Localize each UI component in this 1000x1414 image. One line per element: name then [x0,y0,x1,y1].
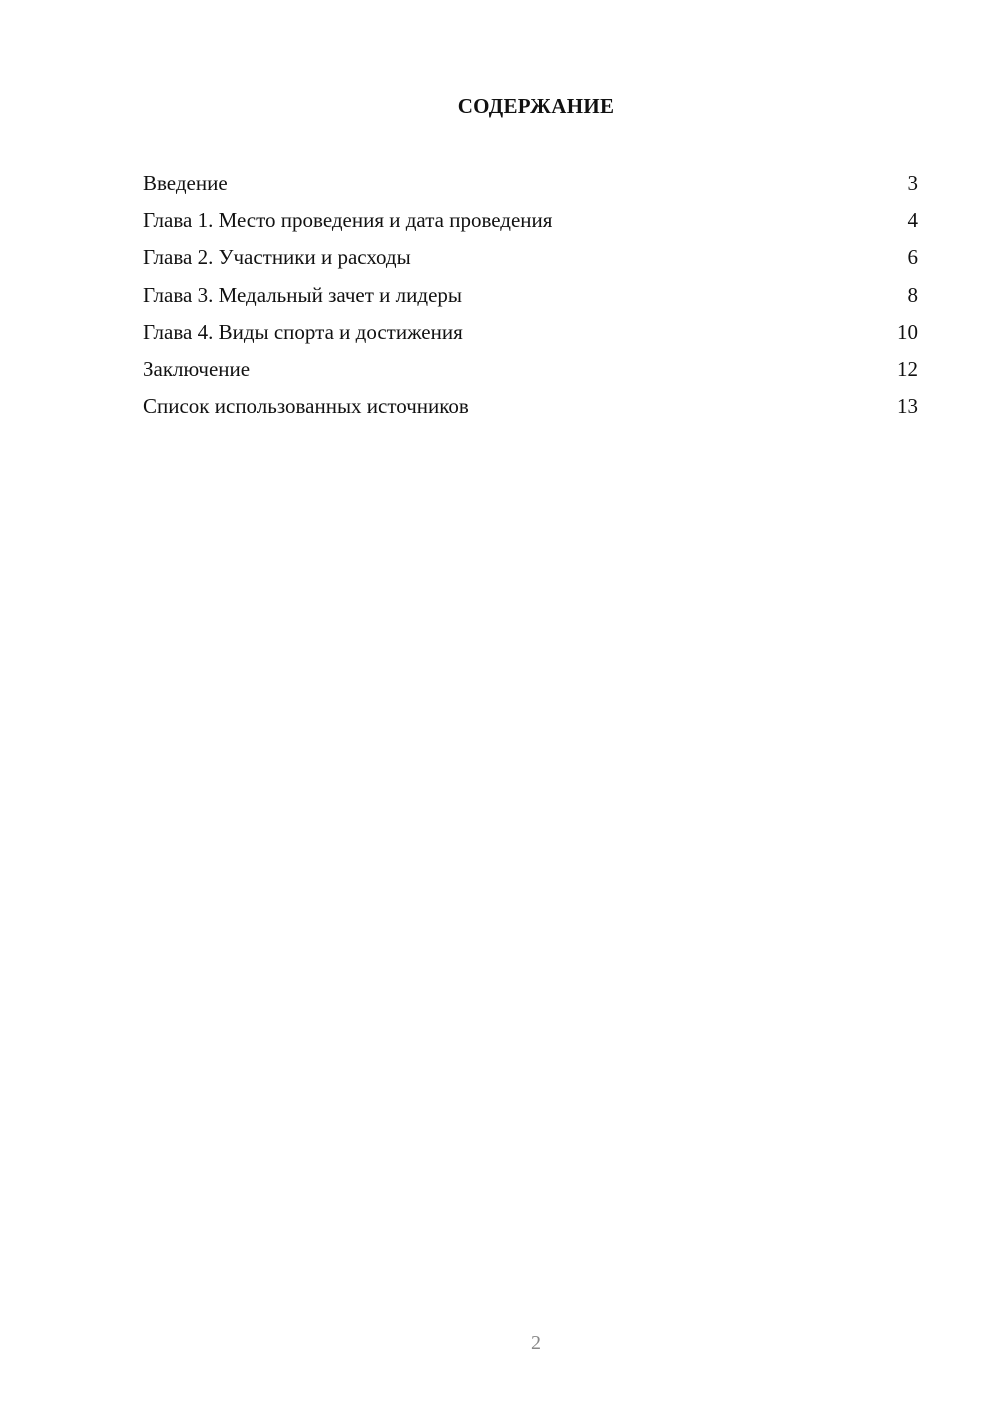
toc-entry-chapter-4 [143,314,918,351]
toc-entry-page-number: 13 [897,394,918,419]
toc-entry-title: Введение [143,171,228,195]
page-title: СОДЕРЖАНИЕ [457,94,615,118]
toc-entry-title: Глава 2. Участники и расходы [143,245,411,270]
toc-entry-title: Список использованных источников [143,394,469,419]
toc-entry-page-number: 8 [907,282,918,307]
toc-entry-title: Глава 4. Виды спорта и достижения [143,319,463,344]
toc-entry-page-number: 4 [907,208,918,233]
toc-entry-page-number: 12 [897,356,918,381]
toc-entry-title: Глава 1. Место проведения и дата проведения [143,208,553,233]
toc-entry-page-number: 10 [897,319,918,344]
toc-entry-page-number: 6 [907,245,918,270]
toc-entry-chapter-2 [143,239,918,276]
toc-entry-chapter-3 [143,277,918,314]
toc-entry-chapter-1 [143,202,918,239]
toc-entry-references [143,388,918,425]
toc-entry-page-number: 3 [907,171,918,195]
toc-entry-introduction [143,165,918,202]
toc-entry-title: Заключение [143,356,251,381]
toc-entry-conclusion [143,351,918,388]
table-of-contents [143,165,918,425]
toc-entry-title: Глава 3. Медальный зачет и лидеры [143,282,462,307]
page-number: 2 [531,1332,541,1354]
